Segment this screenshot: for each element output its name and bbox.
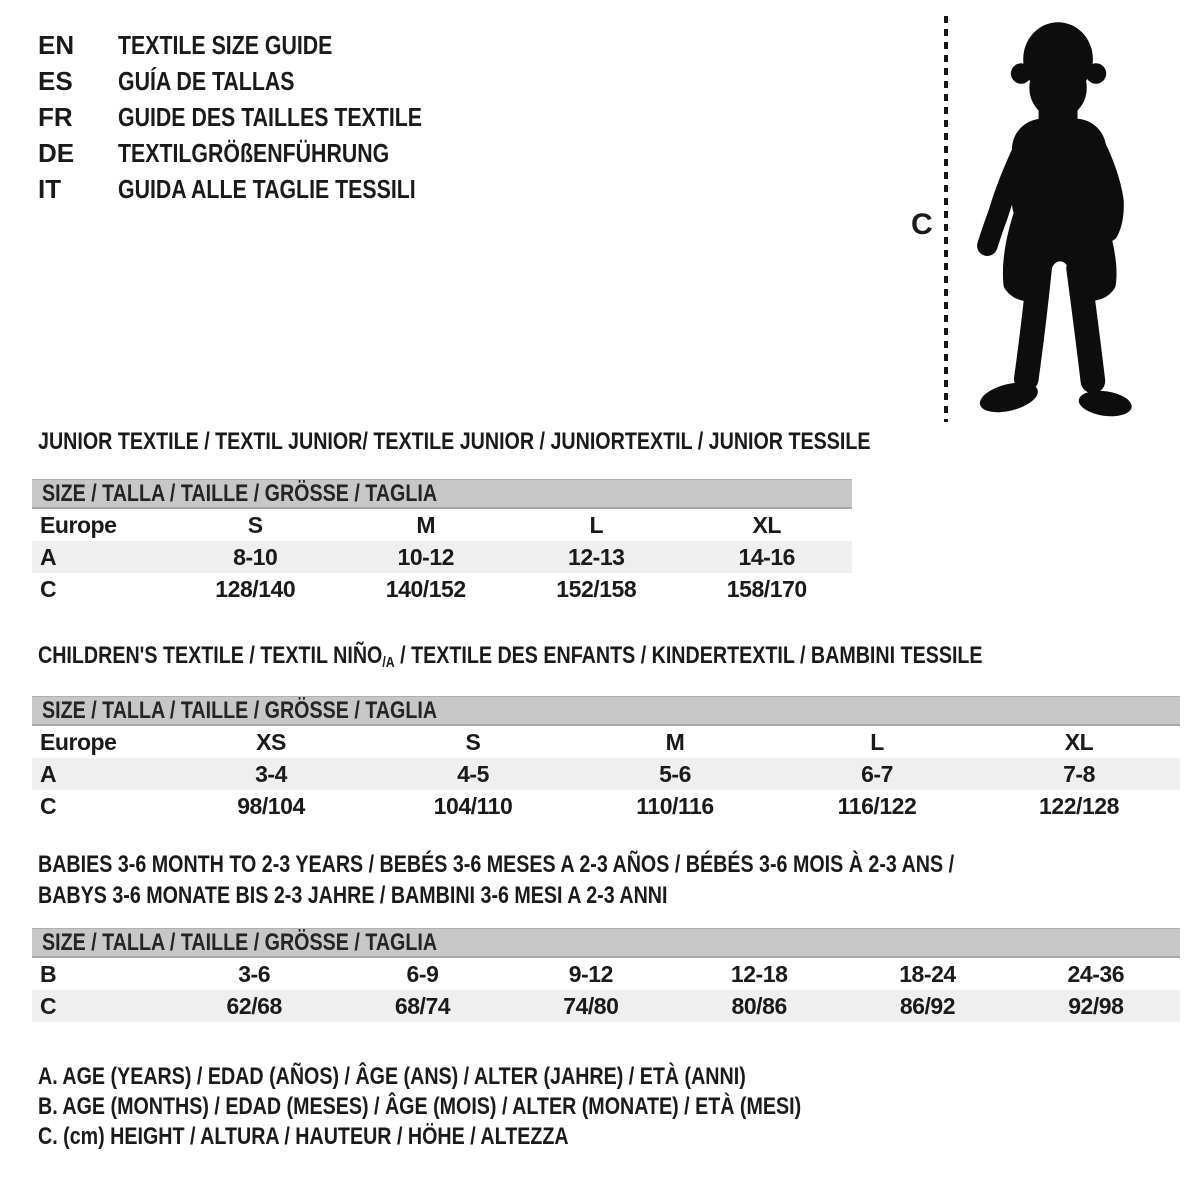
title-line <box>38 849 1180 880</box>
table-cell: 62/68 <box>226 992 282 1019</box>
legend-text: C. (cm) HEIGHT / ALTURA / HAUTEUR / HÖHE / ALTEZZA <box>38 1123 569 1150</box>
junior-size-header <box>32 479 852 509</box>
title-text-post: / TEXTILE DES ENFANTS / KINDERTEXTIL / BAMBINI TESSILE <box>394 642 983 669</box>
language-title-text: TEXTILGRÖßENFÜHRUNG <box>118 138 390 168</box>
table-row-a <box>32 758 1180 790</box>
language-code: IT <box>38 174 62 204</box>
language-title <box>118 27 379 63</box>
height-measure-label: C <box>911 208 933 241</box>
table-row-c <box>32 990 1180 1022</box>
table-cell: 152/158 <box>556 575 637 602</box>
table-cell: 98/104 <box>237 792 305 819</box>
section-babies <box>32 849 1180 1022</box>
height-dashed-line <box>944 16 948 422</box>
legend-line-a <box>38 1062 969 1092</box>
table-cell: 7-8 <box>1063 760 1095 787</box>
legend-line-c <box>38 1122 969 1152</box>
table-cell: 104/110 <box>433 792 513 819</box>
title-line <box>38 428 871 455</box>
size-header-text: SIZE / TALLA / TAILLE / GRÖSSE / TAGLIA <box>42 929 438 956</box>
table-cell: 3-6 <box>238 960 271 987</box>
table-cell: 92/98 <box>1068 992 1124 1019</box>
babies-table <box>32 958 1180 1022</box>
row-label: C <box>40 575 57 602</box>
title-text <box>38 642 983 674</box>
table-cell: 74/80 <box>563 992 619 1019</box>
language-code: ES <box>38 66 73 96</box>
language-title <box>118 99 489 135</box>
title-text: BABIES 3-6 MONTH TO 2-3 YEARS / BEBÉS 3-6 MESES A 2-3 AÑOS / BÉBÉS 3-6 MOIS À 2-3 ANS / <box>38 851 955 878</box>
language-row-fr <box>38 99 489 135</box>
table-cell: 24-36 <box>1067 960 1125 987</box>
babies-title <box>38 849 1180 911</box>
table-cell: M <box>416 511 436 538</box>
table-row-b <box>32 958 1180 990</box>
language-row-it <box>38 171 489 207</box>
table-cell: XS <box>256 728 286 755</box>
babies-size-header <box>32 928 1180 958</box>
junior-title <box>38 428 871 455</box>
table-cell: 6-9 <box>406 960 439 987</box>
table-cell: 80/86 <box>731 992 787 1019</box>
language-code: FR <box>38 102 73 132</box>
toddler-silhouette-icon <box>973 12 1139 422</box>
title-text-pre: CHILDREN'S TEXTILE / TEXTIL NIÑO <box>38 642 383 669</box>
language-row-de <box>38 135 489 171</box>
row-label: Europe <box>40 728 117 755</box>
table-cell: 4-5 <box>457 760 489 787</box>
table-cell: 158/170 <box>726 575 807 602</box>
section-children <box>32 642 1180 822</box>
title-line <box>38 642 1180 674</box>
language-row-en <box>38 27 489 63</box>
table-cell: 86/92 <box>899 992 956 1019</box>
table-cell: 14-16 <box>738 543 796 570</box>
table-cell: 140/152 <box>385 575 466 602</box>
language-title-text: TEXTILE SIZE GUIDE <box>118 30 333 60</box>
table-cell: 18-24 <box>899 960 956 987</box>
table-row-a <box>32 541 852 573</box>
table-cell: S <box>247 511 263 538</box>
language-code: DE <box>38 138 75 168</box>
children-table <box>32 726 1180 822</box>
size-header-text: SIZE / TALLA / TAILLE / GRÖSSE / TAGLIA <box>42 480 438 507</box>
table-cell: 110/116 <box>636 792 714 819</box>
language-code: EN <box>38 30 75 60</box>
table-cell: 3-4 <box>255 760 287 787</box>
table-cell: 12-18 <box>730 960 788 987</box>
legend <box>38 1062 969 1152</box>
table-cell: M <box>665 728 685 755</box>
table-cell: 128/140 <box>215 575 296 602</box>
language-list <box>38 27 489 207</box>
title-subscript: /A <box>382 654 395 671</box>
children-title <box>38 642 1180 674</box>
row-label: B <box>40 960 57 987</box>
table-cell: S <box>465 728 481 755</box>
legend-text: A. AGE (YEARS) / EDAD (AÑOS) / ÂGE (ANS) / ALTER (JAHRE) / ETÀ (ANNI) <box>38 1063 746 1090</box>
row-label: A <box>40 543 57 570</box>
table-row-europe <box>32 726 1180 758</box>
language-title <box>118 171 481 207</box>
junior-table <box>32 509 852 605</box>
row-label: C <box>40 792 57 819</box>
row-label: Europe <box>40 511 117 538</box>
table-cell: XL <box>1064 728 1094 755</box>
table-cell: 122/128 <box>1039 792 1119 819</box>
legend-line-b <box>38 1092 969 1122</box>
table-row-c <box>32 790 1180 822</box>
title-line <box>38 880 1180 911</box>
language-title-text: GUÍA DE TALLAS <box>118 66 295 96</box>
table-cell: 12-13 <box>567 543 625 570</box>
table-cell: 8-10 <box>233 543 278 570</box>
table-cell: 10-12 <box>397 543 455 570</box>
row-label: C <box>40 992 57 1019</box>
title-text: JUNIOR TEXTILE / TEXTIL JUNIOR/ TEXTILE JUNIOR / JUNIORTEXTIL / JUNIOR TESSILE <box>38 428 871 455</box>
legend-text: B. AGE (MONTHS) / EDAD (MESES) / ÂGE (MOIS) / ALTER (MONATE) / ETÀ (MESI) <box>38 1093 802 1120</box>
row-label: A <box>40 760 57 787</box>
table-cell: 116/122 <box>837 792 917 819</box>
language-title <box>118 63 333 99</box>
table-cell: 5-6 <box>659 760 691 787</box>
language-title-text: GUIDE DES TAILLES TEXTILE <box>118 102 423 132</box>
language-title-text: GUIDA ALLE TAGLIE TESSILI <box>118 174 416 204</box>
language-title <box>118 135 449 171</box>
size-header-text: SIZE / TALLA / TAILLE / GRÖSSE / TAGLIA <box>42 697 438 724</box>
table-cell: L <box>589 511 604 538</box>
table-row-c <box>32 573 852 605</box>
toddler-figure <box>895 12 1175 432</box>
title-text: BABYS 3-6 MONATE BIS 2-3 JAHRE / BAMBINI 3-6 MESI A 2-3 ANNI <box>38 882 668 909</box>
table-cell: 6-7 <box>861 760 893 787</box>
table-row-europe <box>32 509 852 541</box>
table-cell: L <box>870 728 884 755</box>
section-junior <box>32 428 871 605</box>
table-cell: XL <box>752 511 781 538</box>
table-cell: 68/74 <box>394 992 451 1019</box>
language-row-es <box>38 63 489 99</box>
table-cell: 9-12 <box>568 960 613 987</box>
children-size-header <box>32 696 1180 726</box>
